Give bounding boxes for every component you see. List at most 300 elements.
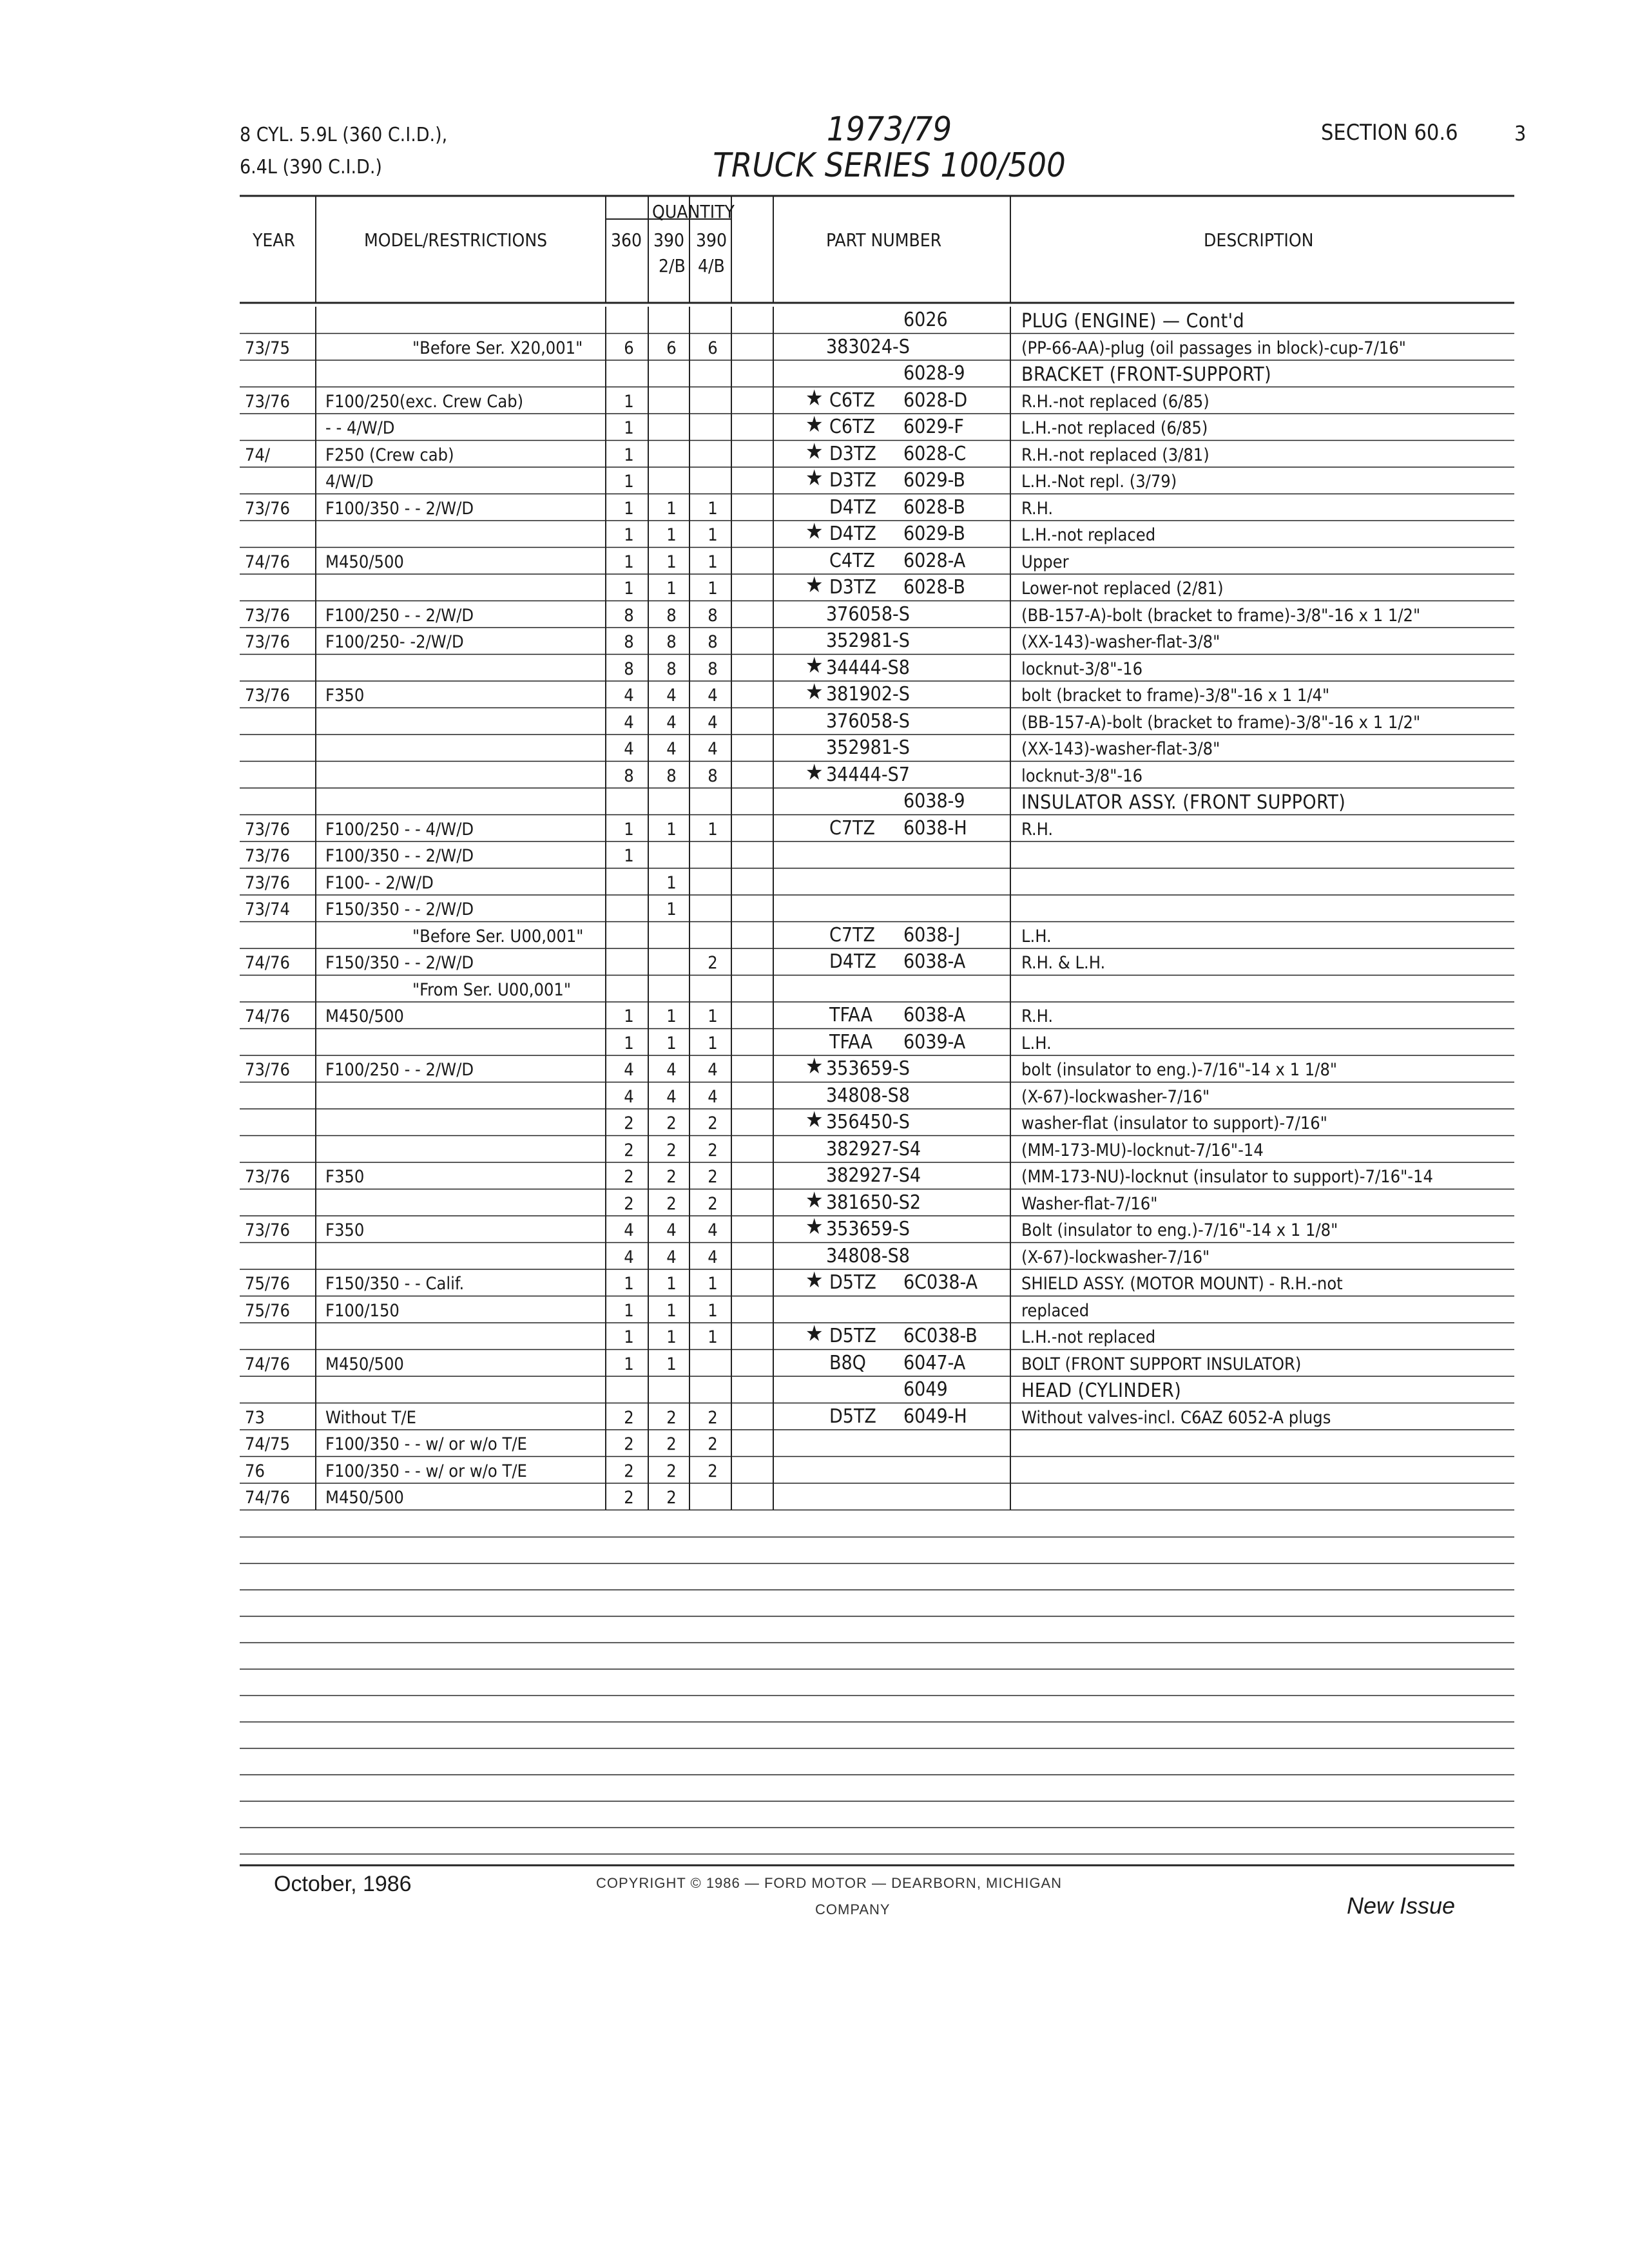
- part-number-cell: 6026: [903, 309, 948, 331]
- new-part-star-icon: ★: [805, 519, 824, 544]
- part-number-cell: 6028-B: [903, 576, 965, 599]
- new-part-star-icon: ★: [805, 1187, 824, 1213]
- part-number-cell: 6028-B: [903, 495, 965, 519]
- part-prefix-cell: TFAA: [829, 1030, 873, 1053]
- qty-390-4b-cell: 1: [708, 579, 718, 599]
- qty-390-2b-cell: 6: [666, 338, 677, 358]
- description-cell: (PP-66-AA)-plug (oil passages in block)-cup-7/16": [1021, 338, 1406, 358]
- qty-360-cell: 2: [624, 1193, 634, 1214]
- table-row: [0, 681, 1629, 708]
- part-prefix-cell: C6TZ: [829, 389, 875, 412]
- year-cell: 73/74: [245, 899, 290, 919]
- model-cell: F100/250(exc. Crew Cab): [325, 391, 524, 412]
- qty-390-4b-cell: 1: [708, 525, 718, 545]
- qty-390-4b-cell: 4: [708, 712, 718, 733]
- year-cell: 73/76: [245, 391, 290, 412]
- qty-390-2b-cell: 1: [666, 1006, 677, 1026]
- col-header-description: DESCRIPTION: [1204, 229, 1314, 251]
- qty-360-cell: 1: [624, 552, 634, 572]
- qty-390-2b-cell: 1: [666, 1033, 677, 1053]
- qty-390-2b-cell: 1: [666, 1354, 677, 1374]
- qty-390-4b-cell: 1: [708, 1006, 718, 1026]
- qty-390-4b-cell: 2: [708, 1461, 718, 1481]
- part-number-cell: 6038-9: [903, 790, 965, 812]
- group-heading-row: [0, 1376, 1629, 1403]
- qty-360-cell: 4: [624, 1220, 634, 1240]
- model-cell: "From Ser. U00,001": [412, 979, 572, 1000]
- qty-390-2b-cell: 2: [666, 1193, 677, 1214]
- qty-390-4b-cell: 1: [708, 498, 718, 519]
- qty-390-4b-cell: 4: [708, 1220, 718, 1240]
- qty-390-2b-cell: 2: [666, 1461, 677, 1481]
- qty-360-cell: 4: [624, 686, 634, 706]
- qty-390-2b-cell: 4: [666, 1247, 677, 1267]
- part-prefix-cell: D4TZ: [829, 950, 876, 973]
- description-cell: R.H. & L.H.: [1021, 953, 1106, 973]
- description-cell: SHIELD ASSY. (MOTOR MOUNT) - R.H.-not: [1021, 1274, 1343, 1294]
- qty-390-2b-cell: 1: [666, 1274, 677, 1294]
- new-part-star-icon: ★: [805, 385, 824, 411]
- qty-390-2b-cell: 2: [666, 1407, 677, 1428]
- description-cell: BRACKET (FRONT-SUPPORT): [1021, 363, 1272, 386]
- part-number-cell: 6029-B: [903, 523, 965, 545]
- year-cell: 73: [245, 1407, 265, 1428]
- qty-360-cell: 2: [624, 1461, 634, 1481]
- table-row: [0, 1189, 1629, 1216]
- description-cell: (X-67)-lockwasher-7/16": [1021, 1086, 1210, 1107]
- description-cell: (BB-157-A)-bolt (bracket to frame)-3/8"-16 x 1 1/2": [1021, 712, 1421, 733]
- year-cell: 74/76: [245, 1488, 290, 1508]
- qty-360-cell: 4: [624, 1060, 634, 1080]
- description-cell: locknut-3/8"-16: [1021, 658, 1143, 679]
- year-cell: 73/76: [245, 819, 290, 840]
- qty-360-cell: 1: [624, 498, 634, 519]
- qty-390-4b-cell: 1: [708, 819, 718, 840]
- qty-390-2b-cell: 2: [666, 1140, 677, 1160]
- table-row: [0, 1109, 1629, 1136]
- table-row: [0, 1029, 1629, 1056]
- part-prefix-cell: C7TZ: [829, 816, 875, 840]
- year-cell: 75/76: [245, 1300, 290, 1321]
- part-number-cell: 382927-S4: [826, 1164, 921, 1187]
- description-cell: R.H.: [1021, 819, 1054, 840]
- qty-390-2b-cell: 1: [666, 525, 677, 545]
- new-part-star-icon: ★: [805, 652, 824, 678]
- model-cell: "Before Ser. U00,001": [412, 926, 584, 947]
- part-number-cell: 353659-S: [826, 1057, 910, 1080]
- description-cell: L.H.-not replaced (6/85): [1021, 418, 1208, 438]
- qty-360-cell: 6: [624, 338, 634, 358]
- part-number-cell: 6049-H: [903, 1405, 967, 1428]
- description-cell: R.H.: [1021, 1006, 1054, 1026]
- year-cell: 73/75: [245, 338, 290, 358]
- table-row: [0, 922, 1629, 949]
- part-number-cell: 381650-S2: [826, 1191, 921, 1214]
- description-cell: R.H.-not replaced (6/85): [1021, 391, 1210, 412]
- col-header-year: YEAR: [253, 229, 296, 251]
- description-cell: BOLT (FRONT SUPPORT INSULATOR): [1021, 1354, 1302, 1374]
- qty-390-2b-cell: 8: [666, 605, 677, 626]
- part-prefix-cell: D4TZ: [829, 523, 876, 545]
- model-cell: Without T/E: [325, 1407, 416, 1428]
- qty-360-cell: 1: [624, 418, 634, 438]
- description-cell: Without valves-incl. C6AZ 6052-A plugs: [1021, 1407, 1331, 1428]
- table-row: [0, 1403, 1629, 1430]
- table-row: [0, 652, 1629, 682]
- year-cell: 73/76: [245, 846, 290, 866]
- table-row: [0, 1269, 1629, 1296]
- year-cell: 74/75: [245, 1434, 290, 1454]
- model-cell: M450/500: [325, 1354, 404, 1374]
- new-part-star-icon: ★: [805, 1214, 824, 1240]
- part-prefix-cell: D5TZ: [829, 1271, 876, 1294]
- qty-390-2b-cell: 4: [666, 1220, 677, 1240]
- table-row: [0, 1243, 1629, 1270]
- model-cell: - - 4/W/D: [325, 418, 395, 438]
- qty-390-4b-cell: 2: [708, 1113, 718, 1133]
- table-row: [0, 708, 1629, 735]
- qty-360-cell: 8: [624, 605, 634, 626]
- table-row: [0, 1136, 1629, 1163]
- qty-360-cell: 1: [624, 1033, 634, 1053]
- qty-390-2b-cell: 4: [666, 739, 677, 759]
- qty-390-4b-cell: 1: [708, 1033, 718, 1053]
- description-cell: L.H.-Not repl. (3/79): [1021, 472, 1177, 492]
- qty-390-4b-cell: 2: [708, 1407, 718, 1428]
- qty-390-4b-cell: 2: [708, 953, 718, 973]
- footer-issue-status: New Issue: [1347, 1892, 1456, 1919]
- new-part-star-icon: ★: [805, 412, 824, 437]
- description-cell: Bolt (insulator to eng.)-7/16"-14 x 1 1/8": [1021, 1220, 1338, 1240]
- description-cell: (BB-157-A)-bolt (bracket to frame)-3/8"-16 x 1 1/2": [1021, 605, 1421, 626]
- year-cell: 73/76: [245, 1167, 290, 1187]
- qty-390-4b-cell: 2: [708, 1140, 718, 1160]
- model-cell: F100/250 - - 2/W/D: [325, 1060, 474, 1080]
- qty-390-2b-cell: 8: [666, 632, 677, 652]
- col-header-q390-2b-sub: 2/B: [659, 255, 686, 276]
- col-header-q360: 360: [611, 229, 642, 251]
- qty-390-2b-cell: 2: [666, 1488, 677, 1508]
- description-cell: L.H.: [1021, 1033, 1052, 1053]
- year-cell: 74/76: [245, 552, 290, 572]
- model-cell: F100/350 - - w/ or w/o T/E: [325, 1461, 527, 1481]
- description-cell: bolt (bracket to frame)-3/8"-16 x 1 1/4": [1021, 686, 1330, 706]
- table-row: [0, 548, 1629, 575]
- part-number-cell: 34444-S8: [826, 656, 910, 679]
- qty-360-cell: 1: [624, 819, 634, 840]
- qty-360-cell: 1: [624, 1327, 634, 1347]
- qty-360-cell: 1: [624, 445, 634, 465]
- part-number-cell: 6029-B: [903, 469, 965, 492]
- year-cell: 73/76: [245, 872, 290, 893]
- description-cell: Upper: [1021, 552, 1069, 572]
- description-cell: replaced: [1021, 1300, 1090, 1321]
- new-part-star-icon: ★: [805, 1107, 824, 1133]
- table-row: [0, 1323, 1629, 1350]
- part-number-cell: 381902-S: [826, 683, 910, 706]
- footer-company: COMPANY: [815, 1901, 891, 1917]
- model-cell: F250 (Crew cab): [325, 445, 454, 465]
- year-cell: 74/76: [245, 1006, 290, 1026]
- qty-390-4b-cell: 6: [708, 338, 718, 358]
- description-cell: L.H.-not replaced: [1021, 1327, 1156, 1347]
- part-number-cell: 34444-S7: [826, 763, 910, 786]
- table-row: [0, 494, 1629, 521]
- model-cell: F100/250- -2/W/D: [325, 632, 464, 652]
- table-row: [0, 815, 1629, 842]
- year-cell: 76: [245, 1461, 265, 1481]
- page-number: 3: [1514, 121, 1527, 146]
- part-number-cell: 6038-A: [903, 950, 966, 973]
- part-number-cell: 353659-S: [826, 1218, 910, 1240]
- part-number-cell: 382927-S4: [826, 1137, 921, 1160]
- description-cell: R.H.-not replaced (3/81): [1021, 445, 1210, 465]
- year-cell: 74/76: [245, 953, 290, 973]
- description-cell: L.H.: [1021, 926, 1052, 947]
- qty-360-cell: 1: [624, 1274, 634, 1294]
- qty-390-4b-cell: 8: [708, 658, 718, 679]
- part-prefix-cell: C4TZ: [829, 549, 875, 572]
- part-number-cell: 352981-S: [826, 629, 910, 652]
- description-cell: (X-67)-lockwasher-7/16": [1021, 1247, 1210, 1267]
- table-row: [0, 975, 1629, 1003]
- year-cell: 73/76: [245, 498, 290, 519]
- model-cell: F100/250 - - 4/W/D: [325, 819, 474, 840]
- table-row: [0, 895, 1629, 922]
- table-row: [0, 1002, 1629, 1029]
- qty-390-2b-cell: 1: [666, 579, 677, 599]
- model-cell: F100- - 2/W/D: [325, 872, 434, 893]
- year-cell: 73/76: [245, 632, 290, 652]
- model-cell: F100/350 - - 2/W/D: [325, 498, 474, 519]
- qty-390-4b-cell: 2: [708, 1434, 718, 1454]
- title-years: 1973/79: [826, 110, 952, 149]
- new-part-star-icon: ★: [805, 572, 824, 598]
- table-row: [0, 467, 1629, 494]
- model-cell: "Before Ser. X20,001": [412, 338, 583, 358]
- model-cell: F100/250 - - 2/W/D: [325, 605, 474, 626]
- description-cell: (XX-143)-washer-flat-3/8": [1021, 632, 1220, 652]
- part-number-cell: 376058-S: [826, 709, 910, 733]
- model-cell: F100/350 - - w/ or w/o T/E: [325, 1434, 527, 1454]
- table-row: [0, 1350, 1629, 1377]
- part-prefix-cell: D3TZ: [829, 469, 876, 492]
- table-row: [0, 414, 1629, 441]
- table-row: [0, 628, 1629, 655]
- footer-copyright: COPYRIGHT © 1986 — FORD MOTOR — DEARBORN, MICHIGAN: [596, 1875, 1063, 1891]
- table-row: [0, 1055, 1629, 1082]
- qty-360-cell: 1: [624, 1300, 634, 1321]
- part-number-cell: 6028-D: [903, 389, 968, 412]
- qty-360-cell: 8: [624, 765, 634, 786]
- part-prefix-cell: D5TZ: [829, 1325, 876, 1347]
- part-number-cell: 6039-A: [903, 1030, 966, 1053]
- qty-390-2b-cell: 2: [666, 1434, 677, 1454]
- table-row: [0, 438, 1629, 468]
- qty-360-cell: 1: [624, 525, 634, 545]
- qty-360-cell: 1: [624, 472, 634, 492]
- qty-390-4b-cell: 8: [708, 605, 718, 626]
- table-row: [0, 869, 1629, 896]
- description-cell: R.H.: [1021, 498, 1054, 519]
- qty-390-2b-cell: 1: [666, 1300, 677, 1321]
- qty-390-4b-cell: 2: [708, 1167, 718, 1187]
- qty-360-cell: 8: [624, 658, 634, 679]
- qty-360-cell: 2: [624, 1167, 634, 1187]
- part-number-cell: 6038-A: [903, 1004, 966, 1026]
- qty-390-4b-cell: 8: [708, 765, 718, 786]
- table-row: [0, 1296, 1629, 1323]
- part-number-cell: 6038-J: [903, 923, 961, 947]
- table-row: [0, 521, 1629, 548]
- qty-360-cell: 2: [624, 1434, 634, 1454]
- qty-390-2b-cell: 4: [666, 686, 677, 706]
- model-cell: F350: [325, 1167, 365, 1187]
- qty-390-4b-cell: 1: [708, 1300, 718, 1321]
- qty-360-cell: 2: [624, 1113, 634, 1133]
- part-number-cell: 6049: [903, 1378, 948, 1401]
- description-cell: Lower-not replaced (2/81): [1021, 579, 1224, 599]
- model-cell: F150/350 - - Calif.: [325, 1274, 465, 1294]
- qty-390-2b-cell: 4: [666, 712, 677, 733]
- qty-390-2b-cell: 4: [666, 1060, 677, 1080]
- part-number-cell: 6028-C: [903, 442, 967, 465]
- qty-360-cell: 1: [624, 391, 634, 412]
- qty-390-2b-cell: 2: [666, 1113, 677, 1133]
- part-number-cell: 383024-S: [826, 335, 910, 358]
- year-cell: 74/76: [245, 1354, 290, 1374]
- qty-390-2b-cell: 2: [666, 1167, 677, 1187]
- year-cell: 73/76: [245, 686, 290, 706]
- qty-360-cell: 4: [624, 1247, 634, 1267]
- qty-390-4b-cell: 1: [708, 552, 718, 572]
- qty-360-cell: 1: [624, 579, 634, 599]
- qty-390-2b-cell: 4: [666, 1086, 677, 1107]
- part-prefix-cell: D3TZ: [829, 442, 876, 465]
- new-part-star-icon: ★: [805, 1321, 824, 1347]
- model-cell: 4/W/D: [325, 472, 374, 492]
- new-part-star-icon: ★: [805, 465, 824, 491]
- year-cell: 73/76: [245, 605, 290, 626]
- col-header-model: MODEL/RESTRICTIONS: [364, 229, 548, 251]
- part-number-cell: 6C038-A: [903, 1271, 978, 1294]
- qty-390-4b-cell: 8: [708, 632, 718, 652]
- qty-360-cell: 1: [624, 1006, 634, 1026]
- part-number-cell: 6038-H: [903, 816, 967, 840]
- part-number-cell: 6029-F: [903, 416, 964, 438]
- description-cell: PLUG (ENGINE) — Cont'd: [1021, 310, 1245, 332]
- model-cell: M450/500: [325, 1488, 404, 1508]
- model-cell: M450/500: [325, 1006, 404, 1026]
- qty-390-4b-cell: 4: [708, 686, 718, 706]
- qty-390-2b-cell: 8: [666, 658, 677, 679]
- part-number-cell: 352981-S: [826, 736, 910, 759]
- title-series: TRUCK SERIES 100/500: [713, 146, 1066, 185]
- qty-360-cell: 4: [624, 712, 634, 733]
- group-heading-row: [0, 788, 1629, 815]
- qty-360-cell: 2: [624, 1140, 634, 1160]
- qty-390-4b-cell: 1: [708, 1327, 718, 1347]
- year-cell: 73/76: [245, 1060, 290, 1080]
- part-number-cell: 376058-S: [826, 602, 910, 626]
- part-number-cell: 6047-A: [903, 1351, 966, 1374]
- new-part-star-icon: ★: [805, 1053, 824, 1079]
- table-row: [0, 841, 1629, 869]
- model-cell: F150/350 - - 2/W/D: [325, 953, 474, 973]
- table-row: [0, 1216, 1629, 1243]
- description-cell: washer-flat (insulator to support)-7/16": [1021, 1113, 1327, 1133]
- new-part-star-icon: ★: [805, 679, 824, 705]
- part-number-cell: 356450-S: [826, 1111, 910, 1133]
- qty-390-2b-cell: 1: [666, 498, 677, 519]
- year-cell: 73/76: [245, 1220, 290, 1240]
- part-prefix-cell: C7TZ: [829, 923, 875, 947]
- table-row: [0, 735, 1629, 762]
- table-row: [0, 1430, 1629, 1457]
- description-cell: locknut-3/8"-16: [1021, 765, 1143, 786]
- model-cell: F100/350 - - 2/W/D: [325, 846, 474, 866]
- model-cell: F350: [325, 686, 365, 706]
- description-cell: L.H.-not replaced: [1021, 525, 1156, 545]
- group-heading-row: [0, 360, 1629, 387]
- part-prefix-cell: C6TZ: [829, 416, 875, 438]
- year-cell: 75/76: [245, 1274, 290, 1294]
- description-cell: HEAD (CYLINDER): [1021, 1379, 1182, 1402]
- description-cell: (MM-173-MU)-locknut-7/16"-14: [1021, 1140, 1264, 1160]
- qty-390-2b-cell: 1: [666, 552, 677, 572]
- engine-spec-line-1: 8 CYL. 5.9L (360 C.I.D.),: [240, 124, 448, 146]
- model-cell: F350: [325, 1220, 365, 1240]
- part-prefix-cell: D4TZ: [829, 495, 876, 519]
- qty-390-4b-cell: 4: [708, 1060, 718, 1080]
- qty-390-4b-cell: 2: [708, 1193, 718, 1214]
- qty-360-cell: 1: [624, 1354, 634, 1374]
- description-cell: INSULATOR ASSY. (FRONT SUPPORT): [1021, 791, 1346, 814]
- footer-date: October, 1986: [274, 1872, 412, 1896]
- qty-360-cell: 4: [624, 739, 634, 759]
- qty-390-4b-cell: 1: [708, 1274, 718, 1294]
- description-cell: (MM-173-NU)-locknut (insulator to support)-7/16"-14: [1021, 1167, 1433, 1187]
- qty-390-2b-cell: 1: [666, 1327, 677, 1347]
- table-row: [0, 1082, 1629, 1110]
- part-prefix-cell: D5TZ: [829, 1405, 876, 1428]
- description-cell: (XX-143)-washer-flat-3/8": [1021, 739, 1220, 759]
- table-row: [0, 574, 1629, 601]
- description-cell: Washer-flat-7/16": [1021, 1193, 1158, 1214]
- qty-390-2b-cell: 1: [666, 899, 677, 919]
- table-row: [0, 387, 1629, 414]
- part-prefix-cell: B8Q: [829, 1351, 866, 1374]
- part-number-cell: 6028-9: [903, 362, 965, 385]
- qty-360-cell: 1: [624, 846, 634, 866]
- part-number-cell: 34808-S8: [826, 1084, 910, 1107]
- part-number-cell: 6028-A: [903, 549, 966, 572]
- qty-390-4b-cell: 4: [708, 1247, 718, 1267]
- table-row: [0, 334, 1629, 361]
- qty-360-cell: 2: [624, 1407, 634, 1428]
- part-prefix-cell: TFAA: [829, 1004, 873, 1026]
- group-heading-row: [0, 307, 1629, 334]
- new-part-star-icon: ★: [805, 1267, 824, 1293]
- col-header-q390-4b: 390: [696, 229, 728, 251]
- table-row: [0, 1162, 1629, 1189]
- table-row: [0, 948, 1629, 975]
- qty-390-2b-cell: 1: [666, 872, 677, 893]
- qty-360-cell: 4: [624, 1086, 634, 1107]
- part-prefix-cell: D3TZ: [829, 576, 876, 599]
- year-cell: 74/: [245, 445, 271, 465]
- new-part-star-icon: ★: [805, 438, 824, 465]
